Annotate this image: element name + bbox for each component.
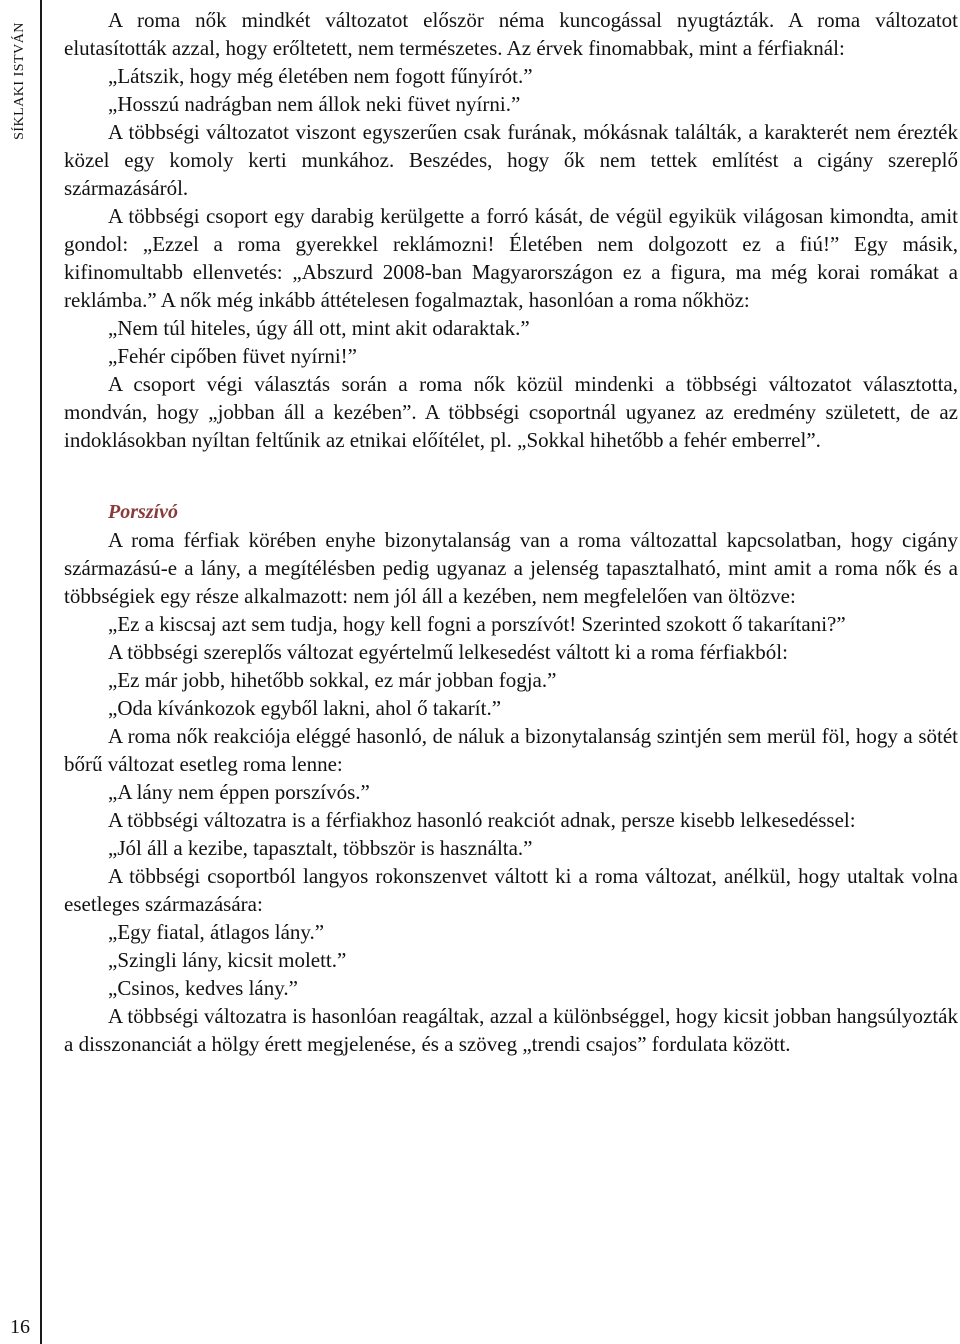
running-head (0, 6, 40, 156)
paragraph: A többségi változatra is hasonlóan reagáltak, azzal a különbséggel, hogy kicsit jobban hangsúlyozták a disszonanciát a hölgy érett megjelenése, és a szöveg „trendi csajos” fordulata között. (64, 1004, 958, 1056)
paragraph: A többségi változatra is a férfiakhoz hasonló reakciót adnak, persze kisebb lelkesedéssel: (108, 808, 856, 832)
quote: „Fehér cipőben füvet nyírni!” (108, 344, 357, 368)
quote: „Ez már jobb, hihetőbb sokkal, ez már jobban fogja.” (108, 668, 557, 692)
paragraph: A csoport végi választás során a roma nők közül mindenki a többségi változatot választotta, mondván, hogy „jobban áll a kezében”. A többségi csoportnál ugyanez az eredmény született, de az indoklásokban nyíltan feltűnik az etnikai előítélet, pl. „Sokkal hihetőbb a fehér emberrel”. (64, 372, 958, 452)
paragraph: A roma nők mindkét változatot először néma kuncogással nyugtázták. A roma változatot elutasították azzal, hogy erőltetett, nem természetes. Az érvek finomabbak, mint a férfiaknál: (64, 8, 958, 60)
quote: „Oda kívánkozok egyből lakni, ahol ő takarít.” (108, 696, 502, 720)
quote: „A lány nem éppen porszívós.” (108, 780, 370, 804)
running-head-text: SÍKLAKI ISTVÁN (12, 22, 28, 140)
quote: „Hosszú nadrágban nem állok neki füvet nyírni.” (108, 92, 521, 116)
quote: „Látszik, hogy még életében nem fogott fűnyírót.” (108, 64, 533, 88)
paragraph: A roma férfiak körében enyhe bizonytalanság van a roma változattal kapcsolatban, hogy cigány származású-e a lány, a megítélésben pedig ugyanaz a jelenség tapasztalható, mint amit a roma nők és a többségiek egy része alkalmazott: nem jól áll a kezében, nem megfelelően van öltözve: (64, 528, 958, 608)
quote: „Szingli lány, kicsit molett.” (108, 948, 347, 972)
section-heading: Porszívó (108, 501, 178, 523)
paragraph: A roma nők reakciója eléggé hasonló, de náluk a bizonytalanság szintjén sem merül föl, hogy a sötét bőrű változat esetleg roma lenne: (64, 724, 958, 776)
paragraph: A többségi szereplős változat egyértelmű lelkesedést váltott ki a roma férfiakból: (108, 640, 788, 664)
page-body (64, 6, 958, 1058)
paragraph: A többségi csoportból langyos rokonszenvet váltott ki a roma változat, anélkül, hogy utaltak volna esetleges származására: (64, 864, 958, 916)
quote: „Jól áll a kezibe, tapasztalt, többször is használta.” (108, 836, 533, 860)
paragraph: A többségi változatot viszont egyszerűen csak furának, mókásnak találták, a karakterét nem érezték közel egy komoly kerti munkához. Beszédes, hogy ők nem tettek említést a cigány szereplő származásáról. (64, 120, 958, 200)
quote: „Ez a kiscsaj azt sem tudja, hogy kell fogni a porszívót! Szerinted szokott ő takarítani?” (108, 612, 846, 636)
page-number: 16 (10, 1316, 30, 1338)
margin-rule (40, 0, 42, 1344)
quote: „Egy fiatal, átlagos lány.” (108, 920, 325, 944)
paragraph: A többségi csoport egy darabig kerülgette a forró kását, de végül egyikük világosan kimondta, amit gondol: „Ezzel a roma gyerekkel reklámozni! Életében nem dolgozott ez a fiú!” Egy másik, kifinomultabb ellenvetés: „Abszurd 2008-ban Magyarországon ez a figura, ma még korai romákat a reklámba.” A nők még inkább áttételesen fogalmaztak, hasonlóan a roma nőkhöz: (64, 204, 958, 312)
quote: „Csinos, kedves lány.” (108, 976, 298, 1000)
quote: „Nem túl hiteles, úgy áll ott, mint akit odaraktak.” (108, 316, 530, 340)
